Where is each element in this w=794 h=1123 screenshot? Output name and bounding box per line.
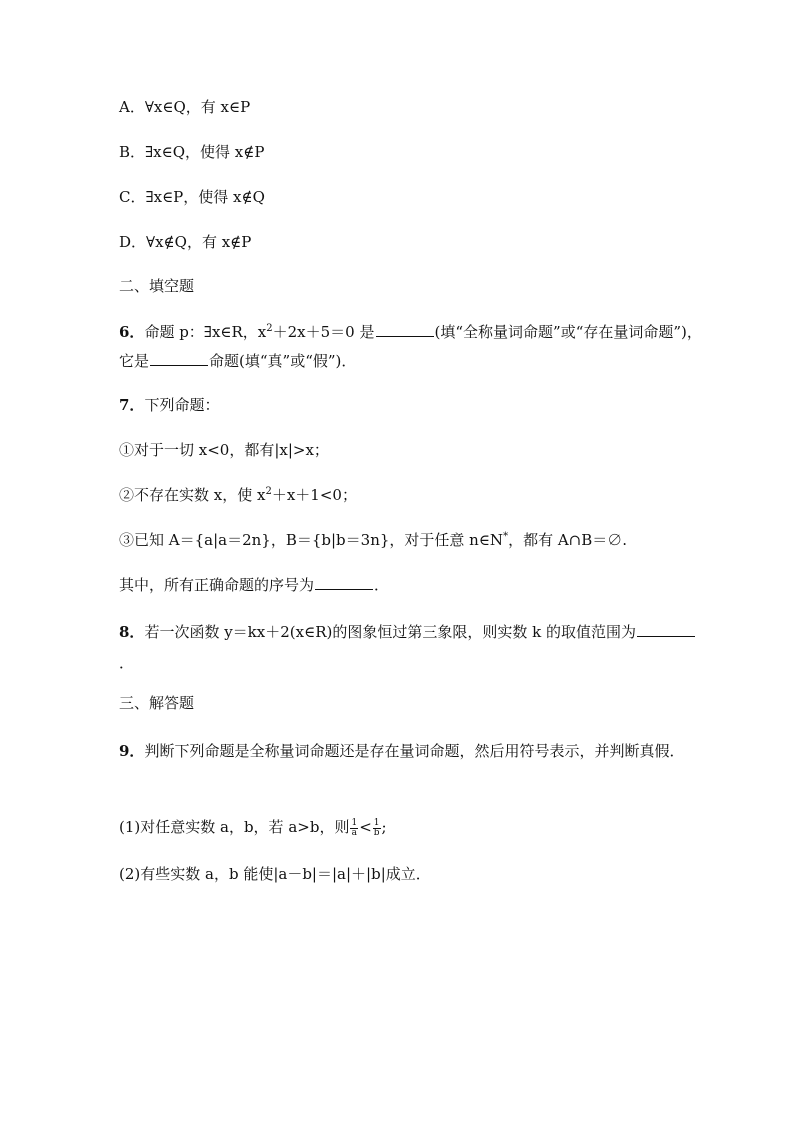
option-c-text: ∃x∈P，使得 x∉Q [145,188,265,206]
option-d-label: D． [119,233,147,251]
question-7-item-1: ①对于一切 x<0，都有|x|>x； [119,441,329,459]
option-a-label: A． [119,98,145,116]
fraction-1-over-b [373,819,381,838]
question-6-paren-2: 命题(填“真”或“假”)． [209,352,357,370]
less-than-sign: < [359,818,372,836]
section-title-answer: 三、解答题 [119,694,195,712]
question-6 [119,318,704,376]
question-8 [119,617,704,679]
question-7-summary-end: ． [374,576,390,594]
question-7-item-2-post: ＋x＋1<0； [271,486,357,504]
option-a [119,96,704,118]
question-9-sub-1-pre: (1)对任意实数 a，b，若 a>b，则 [119,818,350,836]
question-7-blank [315,573,373,590]
question-6-mid: ＋2x＋5＝0 是 [272,323,375,341]
option-b [119,141,704,163]
question-8-number: 8． [119,623,145,641]
question-7-item-2-pre: ②不存在实数 x，使 x [119,486,266,504]
question-6-exponent: 2 [266,323,273,334]
fraction-1-denominator: a [351,827,357,838]
question-9-text: 判断下列命题是全称量词命题还是存在量词命题，然后用符号表示，并判断真假． [144,742,685,760]
question-9-sub-2: (2)有些实数 a，b 能使|a－b|＝|a|＋|b|成立． [119,865,431,883]
section-title-fill-blank: 二、填空题 [119,277,195,295]
question-7-item-2-exponent: 2 [265,486,272,497]
fraction-1-over-a [350,819,358,838]
question-7-item-3 [119,529,704,551]
question-7-title [119,394,704,416]
question-6-blank-1 [376,320,434,337]
question-7-summary [119,573,704,596]
question-7-item-3-pre: ③已知 A＝{a|a＝2n}，B＝{b|b＝3n}，对于任意 n∈N [119,531,504,549]
question-9 [119,736,704,767]
fraction-2-numerator: 1 [373,817,380,828]
option-d-text: ∀x∉Q，有 x∉P [146,233,252,251]
question-7-text: 下列命题： [144,396,220,414]
question-8-end: ． [119,654,135,672]
option-a-text: ∀x∈Q，有 x∈P [144,98,251,116]
question-7-item-3-post: ，都有 A∩B＝∅. [508,531,628,549]
option-c-label: C． [119,188,146,206]
option-b-label: B． [119,143,146,161]
question-6-number: 6． [119,323,145,341]
option-c [119,186,704,208]
question-7-number: 7． [119,396,145,414]
question-8-blank [637,620,695,637]
question-6-pre: 命题 p：∃x∈R，x [144,323,267,341]
question-9-number: 9． [119,742,145,760]
question-6-paren-1: (填“全称量词命题”或“存在量词命题”)，它是 [119,323,702,370]
question-7-summary-text: 其中，所有正确命题的序号为 [119,576,315,594]
question-9-sub-1-end: ; [381,818,387,836]
question-7-item-2 [119,484,704,506]
option-d [119,231,704,253]
question-9-sub-1 [119,816,704,838]
fraction-1-numerator: 1 [351,817,358,828]
question-8-text: 若一次函数 y＝kx＋2(x∈R)的图象恒过第三象限，则实数 k 的取值范围为 [144,623,636,641]
question-7-item-3-superscript: * [503,531,509,542]
fraction-2-denominator: b [373,827,380,838]
option-b-text: ∃x∈Q，使得 x∉P [145,143,265,161]
question-6-blank-2 [150,349,208,366]
